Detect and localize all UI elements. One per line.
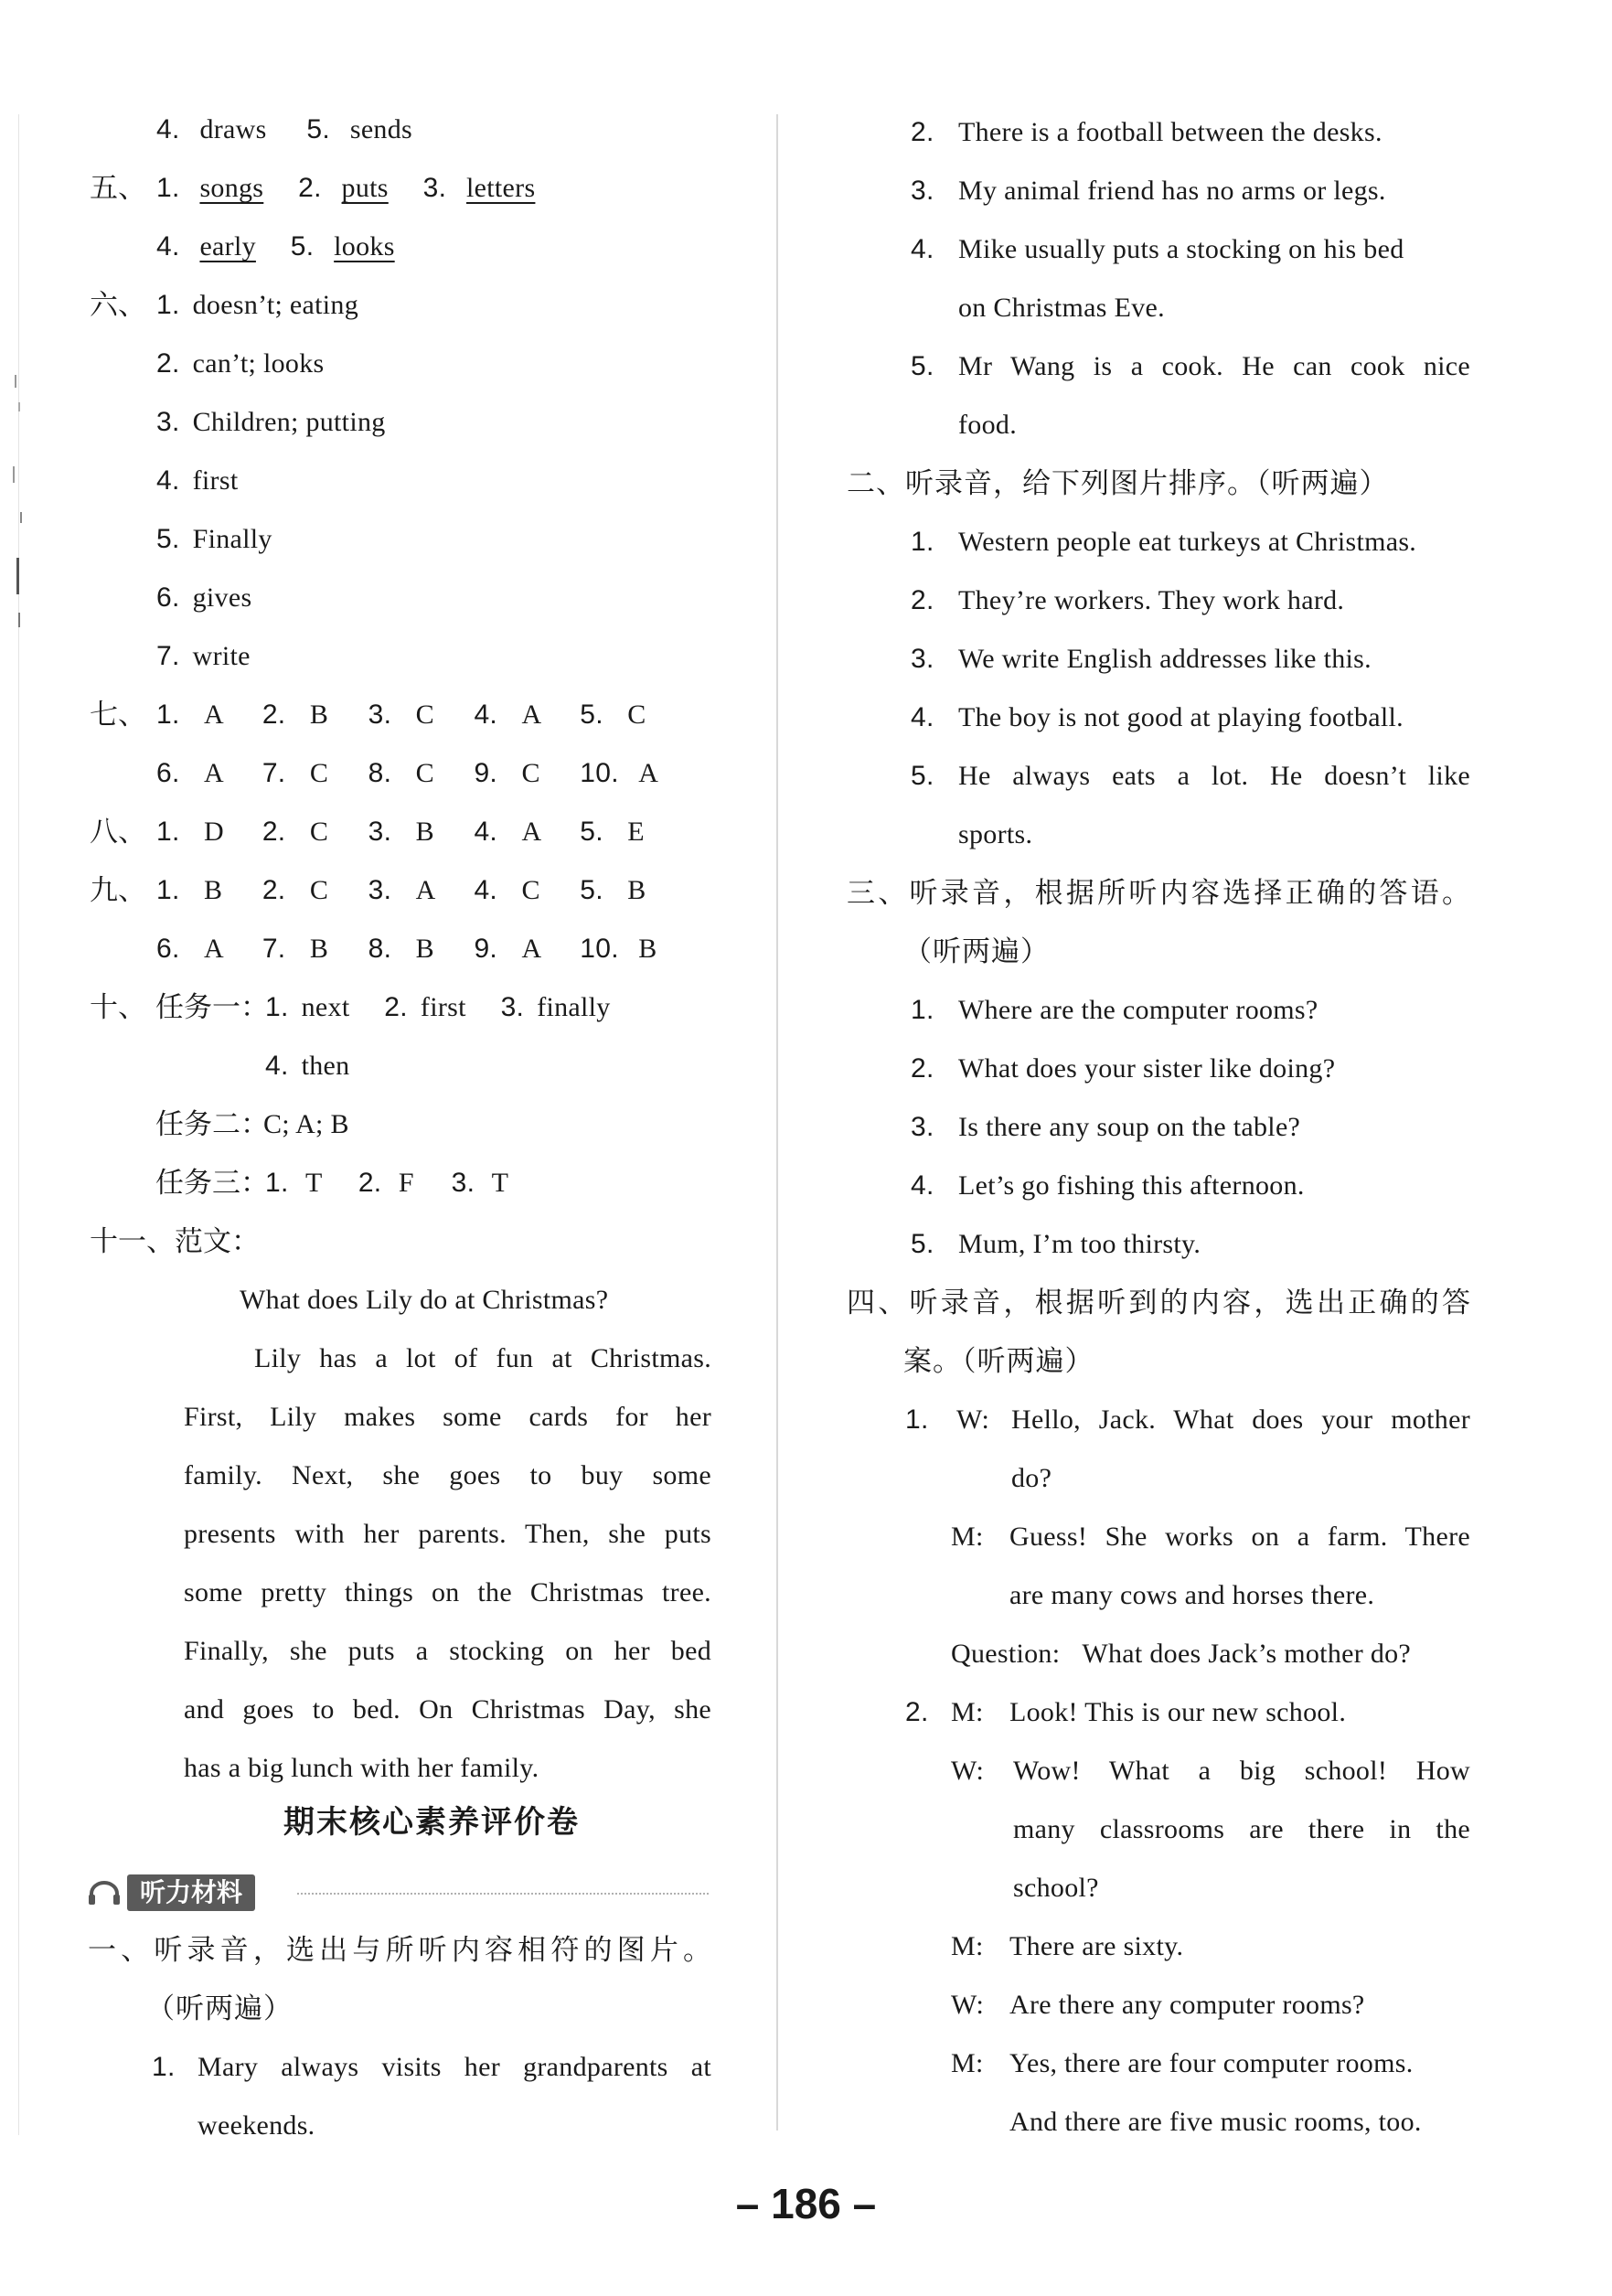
- s9-row-2: 6. A 7. B 8. B 9. A 10. B: [156, 934, 657, 964]
- p1-item-1-cont: weekends.: [197, 2110, 315, 2141]
- p4-d1-number: 1.: [905, 1404, 929, 1435]
- p2-heading: 二、听录音，给下列图片排序。（听两遍）: [847, 467, 1389, 500]
- answer-underlined: puts: [341, 173, 389, 203]
- column-divider: [776, 114, 778, 2130]
- p1-item-1: 1. Mary always visits her grandparents at: [152, 2052, 711, 2082]
- p4-d2-speaker: W:: [951, 1756, 985, 1786]
- p4-d2-line: Are there any computer rooms?: [1009, 1990, 1365, 2020]
- p4-d2-line: many classrooms are there in the: [1013, 1814, 1470, 1844]
- answer-underlined: letters: [466, 173, 536, 203]
- s6-item: 4. first: [156, 465, 239, 496]
- p3-item: 3. Is there any soup on the table?: [911, 1112, 1301, 1142]
- section-5-label: 五、: [90, 172, 146, 205]
- p4-d2-speaker: M:: [951, 1931, 984, 1961]
- headphones-icon: [87, 1880, 122, 1906]
- essay-line: Lily has a lot of fun at Christmas.: [254, 1343, 711, 1373]
- essay-line: presents with her parents. Then, she puts: [184, 1519, 711, 1549]
- s6-item: 5. Finally: [156, 524, 272, 554]
- answer-5: sends: [349, 114, 413, 144]
- p1-item: 4. Mike usually puts a stocking on his bed: [911, 234, 1404, 264]
- s7-row-2: 6. A 7. C 8. C 9. C 10. A: [156, 758, 659, 788]
- listening-tag-label: 听力材料: [127, 1874, 255, 1911]
- p2-item-cont: sports.: [958, 819, 1033, 849]
- section-11-label: 十一、范文：: [90, 1225, 260, 1258]
- answer-underlined: early: [199, 231, 256, 262]
- p1-heading-cont: （听两遍）: [146, 1992, 293, 2025]
- p4-d1-w-line-1: Hello, Jack. What does your mother: [1011, 1404, 1470, 1435]
- p4-d1-w-line-2: do?: [1011, 1463, 1052, 1493]
- p4-heading: 四、听录音，根据听到的内容，选出正确的答: [847, 1287, 1470, 1319]
- p3-item: 2. What does your sister like doing?: [911, 1053, 1336, 1084]
- p4-d1-speaker-w: W:: [956, 1404, 990, 1435]
- p2-item: 3. We write English addresses like this.: [911, 644, 1372, 674]
- p3-item: 4. Let’s go fishing this afternoon.: [911, 1170, 1305, 1201]
- p4-d2-line: There are sixty.: [1009, 1931, 1184, 1961]
- p4-d2-line: school?: [1013, 1873, 1099, 1903]
- p1-item: 2. There is a football between the desks.: [911, 117, 1382, 147]
- p2-item: 2. They’re workers. They work hard.: [911, 585, 1345, 615]
- p4-d2-number: 2.: [905, 1697, 929, 1727]
- p3-item: 5. Mum, I’m too thirsty.: [911, 1229, 1201, 1259]
- s5-line-2: 4. early 5. looks: [156, 231, 395, 262]
- s6-item: 1. doesn’t; eating: [156, 290, 359, 320]
- binding-marks: [7, 366, 26, 640]
- essay-line: Finally, she puts a stocking on her bed: [184, 1636, 711, 1666]
- s6-item: 6. gives: [156, 582, 252, 613]
- s6-item: 3. Children; putting: [156, 407, 386, 437]
- task-1-answers-cont: 4. then: [265, 1051, 350, 1081]
- p4-d2-speaker: M:: [951, 1697, 984, 1727]
- p4-heading-cont: 案。（听两遍）: [903, 1345, 1094, 1378]
- section-8-label: 八、: [90, 816, 146, 849]
- p4-d1-question: Question: What does Jack’s mother do?: [951, 1639, 1412, 1669]
- p1-item-cont: on Christmas Eve.: [958, 293, 1165, 323]
- essay-line: and goes to bed. On Christmas Day, she: [184, 1694, 711, 1725]
- answer-underlined: songs: [199, 173, 264, 203]
- section-7-label: 七、: [90, 699, 146, 732]
- task-1-label: 任务一：: [155, 991, 269, 1024]
- task-2-label: 任务二：: [155, 1108, 269, 1141]
- p4-d2-speaker: W:: [951, 1990, 985, 2020]
- task-3-answers: 1. T 2. F 3. T: [265, 1168, 509, 1198]
- page-number: – 186 –: [735, 2180, 877, 2227]
- task-2-answers: C; A; B: [263, 1109, 349, 1139]
- p4-d1-speaker-m: M:: [951, 1522, 984, 1552]
- section-9-label: 九、: [90, 874, 146, 907]
- p1-item: 5. Mr Wang is a cook. He can cook nice: [911, 351, 1470, 381]
- task-1-answers: 1. next 2. first 3. finally: [265, 992, 611, 1022]
- section-title: 期末核心素养评价卷: [283, 1804, 580, 1841]
- s5-line-1: 1. songs 2. puts 3. letters: [156, 173, 536, 203]
- essay-line: First, Lily makes some cards for her: [184, 1402, 711, 1432]
- p3-item: 1. Where are the computer rooms?: [911, 995, 1318, 1025]
- essay-line: family. Next, she goes to buy some: [184, 1460, 711, 1490]
- task-3-label: 任务三：: [155, 1167, 269, 1200]
- p1-item-cont: food.: [958, 410, 1017, 440]
- essay-line: some pretty things on the Christmas tree.: [184, 1577, 711, 1607]
- essay-title: What does Lily do at Christmas?: [240, 1285, 609, 1315]
- s8-row-1: 1. D 2. C 3. B 4. A 5. E: [156, 817, 645, 847]
- s7-row-1: 1. A 2. B 3. C 4. A 5. C: [156, 699, 646, 730]
- p4-d2-line: Look! This is our new school.: [1009, 1697, 1347, 1727]
- p4-d2-speaker: M:: [951, 2048, 984, 2078]
- section-6-label: 六、: [90, 289, 146, 322]
- p2-item: 1. Western people eat turkeys at Christmas.: [911, 527, 1417, 557]
- essay-line: has a big lunch with her family.: [184, 1753, 539, 1783]
- p1-heading: 一、听录音，选出与所听内容相符的图片。: [88, 1934, 711, 1967]
- p4-d2-line: Yes, there are four computer rooms.: [1009, 2048, 1414, 2078]
- s6-item: 2. can’t; looks: [156, 348, 325, 379]
- p4-d2-line: Wow! What a big school! How: [1013, 1756, 1470, 1786]
- s6-item: 7. write: [156, 641, 251, 671]
- answer-4: draws: [199, 114, 267, 144]
- p1-item: 3. My animal friend has no arms or legs.: [911, 176, 1386, 206]
- s4-line: 4. draws 5. sends: [156, 114, 413, 144]
- section-10-label: 十、: [90, 991, 146, 1024]
- p4-d2-line: And there are five music rooms, too.: [1009, 2107, 1422, 2137]
- answer-underlined: looks: [334, 231, 395, 262]
- s9-row-1: 1. B 2. C 3. A 4. C 5. B: [156, 875, 646, 905]
- p4-d1-m-line-2: are many cows and horses there.: [1009, 1580, 1375, 1610]
- p2-item: 4. The boy is not good at playing football.: [911, 702, 1404, 732]
- dotted-rule: [297, 1893, 709, 1895]
- p2-item: 5. He always eats a lot. He doesn’t like: [911, 761, 1470, 791]
- p4-d1-m-line-1: Guess! She works on a farm. There: [1009, 1522, 1470, 1552]
- p3-heading-cont: （听两遍）: [903, 935, 1050, 968]
- p3-heading: 三、听录音，根据所听内容选择正确的答语。: [847, 877, 1470, 910]
